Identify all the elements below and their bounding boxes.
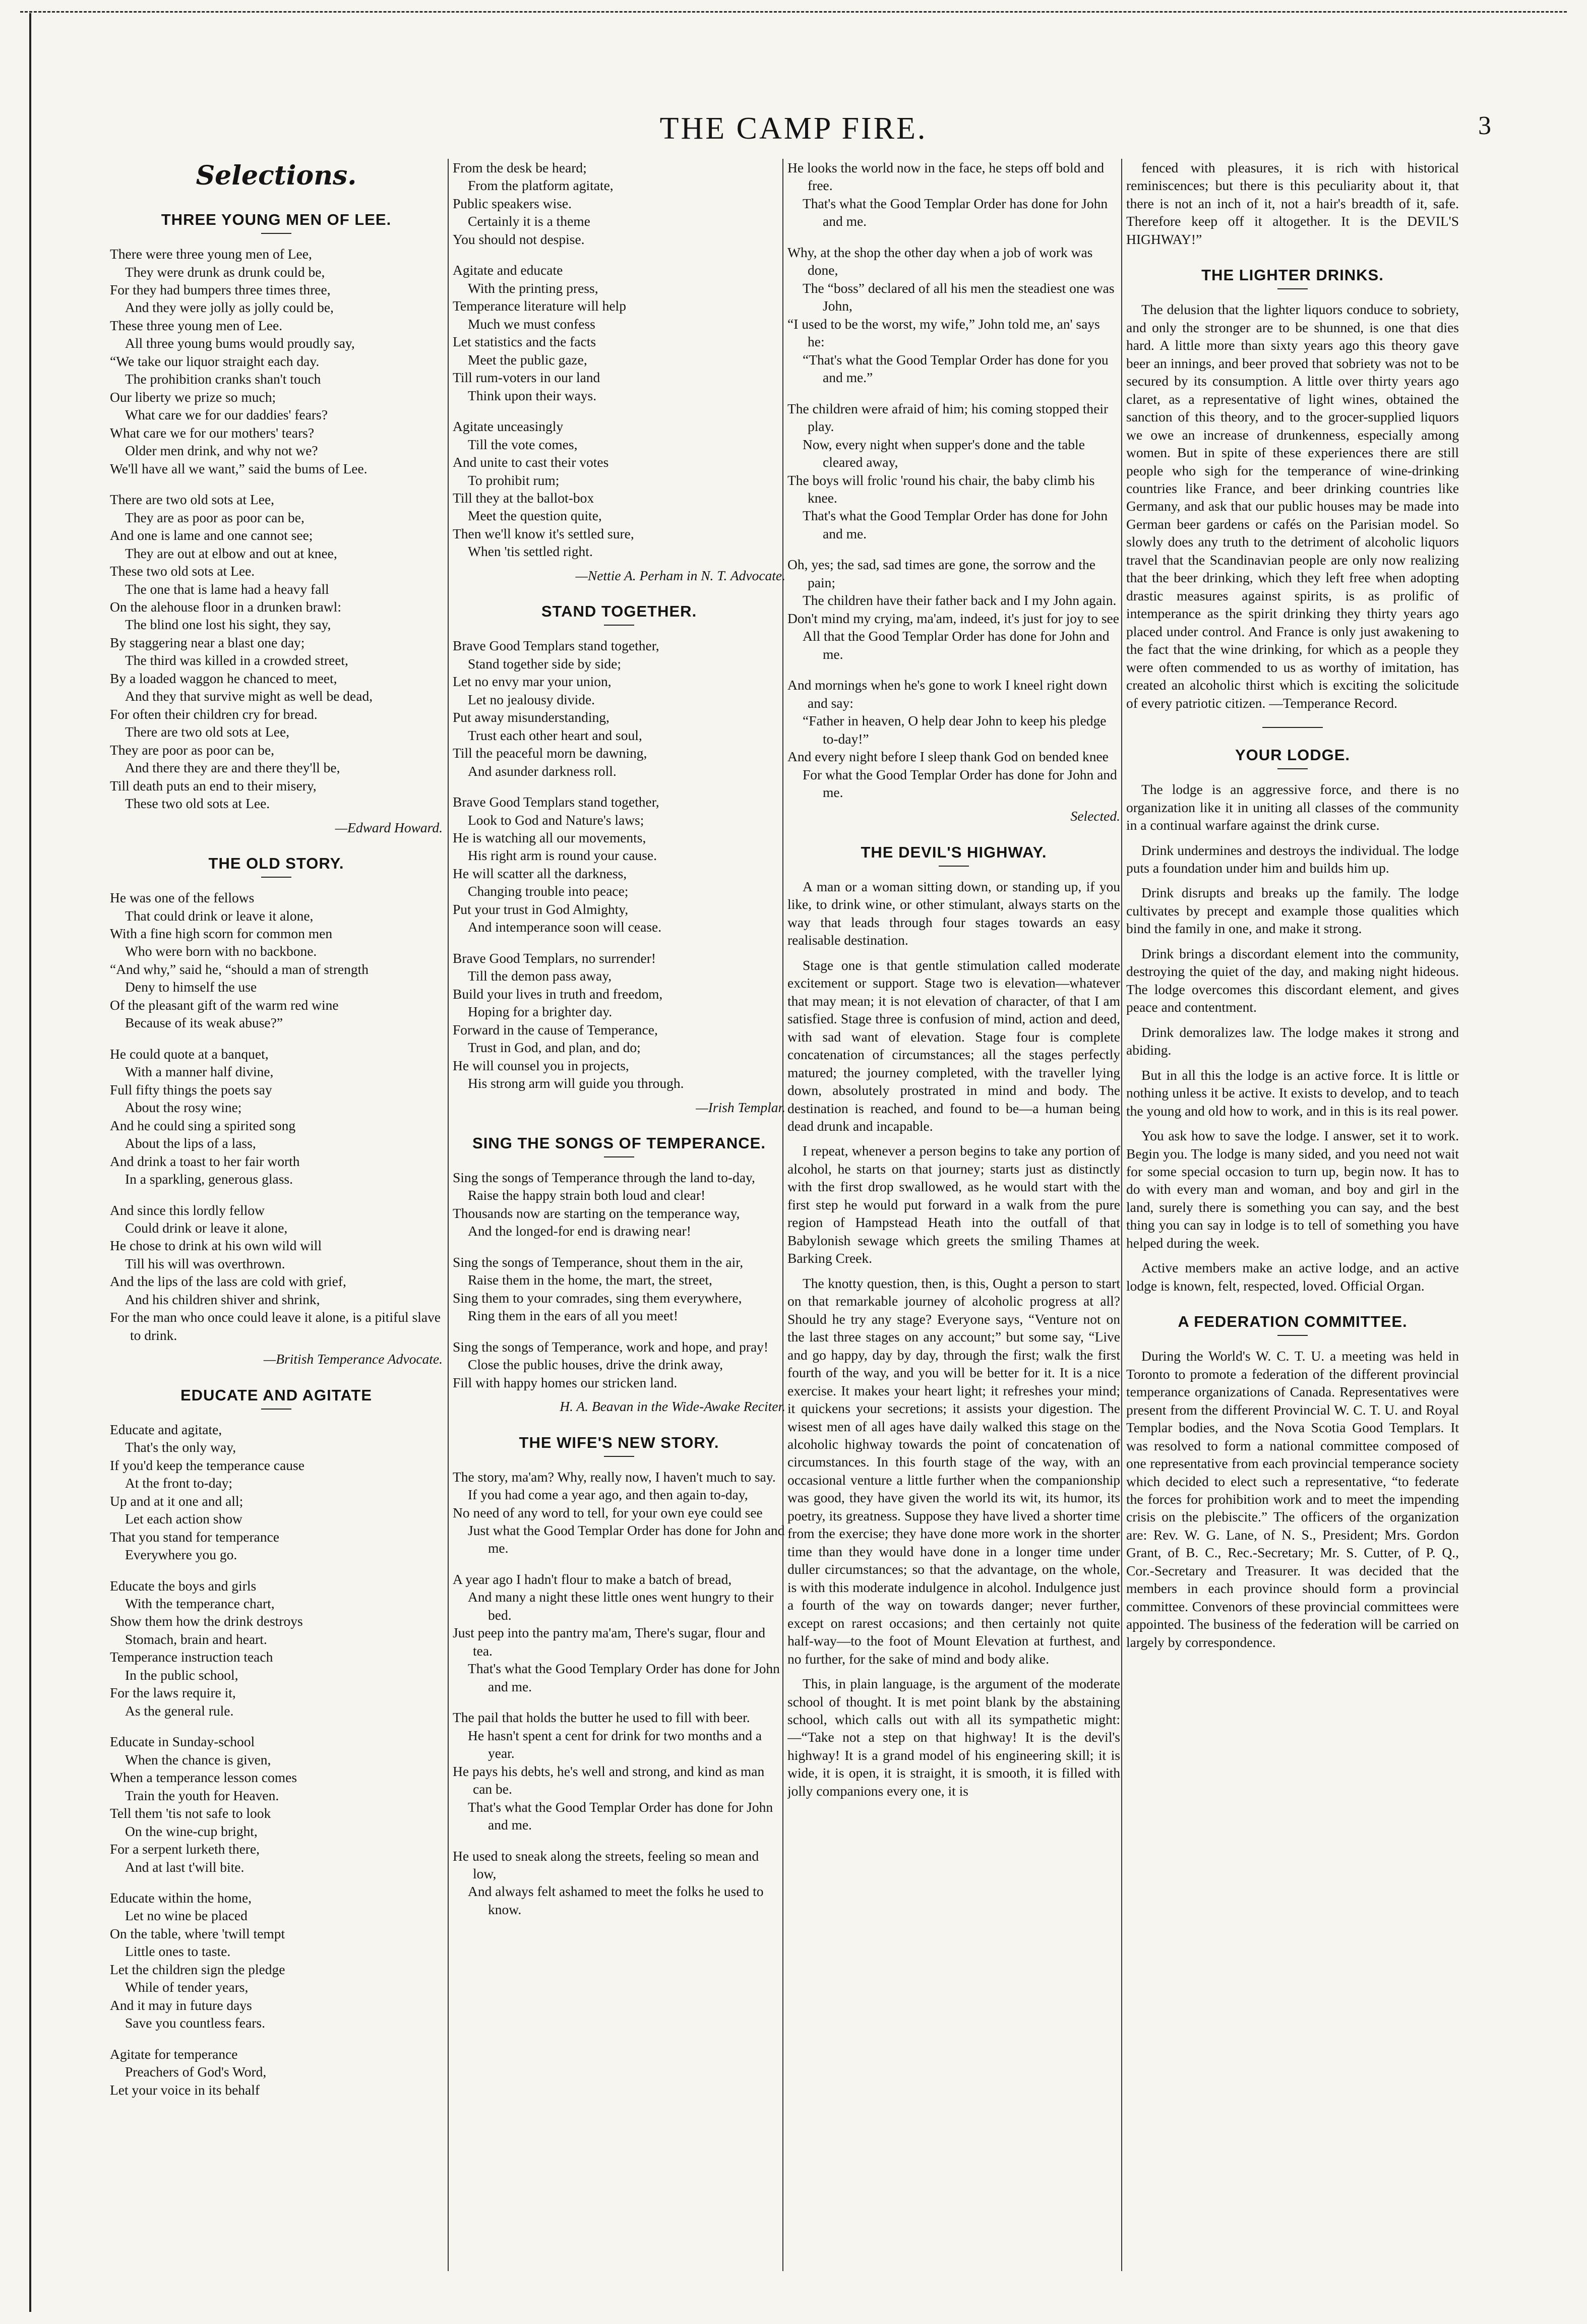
poem-line: That's what the Good Templary Order has done for John and me.	[468, 1661, 780, 1694]
poem-line: Up and at it one and all;	[110, 1493, 243, 1509]
poem-line: They are as poor as poor can be,	[125, 509, 304, 525]
poem-stanza	[453, 1468, 785, 1557]
poem-line: They are out at elbow and out at knee,	[125, 545, 337, 561]
poem-line: The prohibition cranks shan't touch	[125, 371, 321, 387]
poem-line: When a temperance lesson comes	[110, 1769, 297, 1786]
top-border-rule	[20, 11, 1567, 13]
poem-line: That could drink or leave it alone,	[125, 907, 314, 924]
poem-line: Now, every night when supper's done and the table cleared away,	[803, 436, 1085, 470]
poem-stanza	[453, 1708, 785, 1833]
poem-stanza	[453, 637, 785, 780]
poem-line: When the chance is given,	[125, 1751, 271, 1767]
poem-line: And the lips of the lass are cold with grief,	[110, 1273, 346, 1290]
poem-line: They are poor as poor can be,	[110, 742, 275, 758]
poem-line: The story, ma'am? Why, really now, I haven't much to say.	[453, 1469, 776, 1485]
poem-line: There are two old sots at Lee,	[110, 492, 275, 508]
poem-line: Little ones to taste.	[125, 1943, 231, 1960]
poem-line: And it may in future days	[110, 1997, 252, 2013]
heading-rule	[261, 877, 291, 878]
poem-line: In a sparkling, generous glass.	[125, 1171, 293, 1187]
poem-line: All three young bums would proudly say,	[125, 335, 355, 351]
poem-line: You should not despise.	[453, 231, 585, 247]
poem-line: About the rosy wine;	[125, 1099, 242, 1116]
poem-stanza	[110, 1577, 443, 1720]
poem-line: Don't mind my crying, ma'am, indeed, it's just for joy to see	[787, 610, 1119, 626]
section-title: Selections.	[196, 160, 357, 191]
poem-line: He was one of the fellows	[110, 890, 255, 906]
article-heading: THE OLD STORY.	[208, 854, 344, 873]
poem-line: Let no jealousy divide.	[468, 691, 595, 707]
article-heading: YOUR LODGE.	[1235, 746, 1350, 764]
article-paragraph: Drink demoralizes law. The lodge makes it strong and abiding.	[1126, 1024, 1459, 1058]
article-heading: THE LIGHTER DRINKS.	[1201, 266, 1384, 284]
article-paragraph: Drink undermines and destroys the individual. The lodge puts a foundation under him and builds him up.	[1126, 842, 1459, 876]
poem-stanza	[453, 1847, 785, 1919]
poem-line: Till his will was overthrown.	[125, 1255, 285, 1271]
poem-line: Meet the public gaze,	[468, 351, 587, 368]
heading-rule	[604, 1156, 634, 1157]
poem-line: Agitate for temperance	[110, 2046, 238, 2062]
attribution: —Edward Howard.	[335, 819, 443, 835]
poem-line: There were three young men of Lee,	[110, 246, 312, 262]
poem-line: Deny to himself the use	[125, 979, 257, 995]
article-paragraph: The knotty question, then, is this, Ought a person to start on that remarkable journey of alcoholic progress at all? Should he try any stage? Everyone says, “Venture not on the last three stages on any account;” but some say, “Live and go happy, day by day, through the first; walk the first fourth of the way, and you will be better for it. It is a nice exercise. It makes your heart light; it refreshes your mind; it quickens your secretions; it assists your digestion. The wisest men of all ages have daily walked this stage on the alcoholic highway towards the point of concatenation of circumstances. In this fourth stage of the way, with an occasional venture a little further when the companionship was good, they have given the world its wit, its humor, its poetry, its greatness. Suppose they have lived a shorter time from the exercise; they have done more work in the shorter time than they would have done in a longer time under duller circumstances; so that the advantage, on the whole, is with this moderate indulgence in alcohol. Indulgence just a fourth of the way on towards danger; never further, except on rarest occasions; and then certainly not quite half-way—to the foot of Mount Elevation at furthest, and no further, for the sake of mind and body alike.	[787, 1275, 1120, 1667]
poem-stanza	[453, 1570, 785, 1695]
poem-line: By staggering near a blast one day;	[110, 634, 305, 650]
poem-line: Why, at the shop the other day when a job of work was done,	[787, 244, 1093, 278]
poem-line: A year ago I hadn't flour to make a batch of bread,	[453, 1571, 732, 1587]
poem-line: Brave Good Templars stand together,	[453, 638, 659, 654]
poem-line: Thousands now are starting on the temperance way,	[453, 1205, 740, 1221]
poem-line: He looks the world now in the face, he steps off bold and free.	[787, 160, 1105, 194]
poem-line: And there they are and there they'll be,	[125, 760, 340, 776]
poem-line: Put away misunderstanding,	[453, 709, 609, 725]
poem-line: Let statistics and the facts	[453, 334, 596, 350]
poem-line: By a loaded waggon he chanced to meet,	[110, 670, 337, 686]
attribution: —Irish Templar.	[696, 1099, 785, 1115]
poem-stanza	[453, 1338, 785, 1391]
poem-line: Show them how the drink destroys	[110, 1613, 303, 1629]
poem-line: Build your lives in truth and freedom,	[453, 986, 663, 1002]
attribution: H. A. Beavan in the Wide-Awake Reciter.	[560, 1398, 785, 1415]
poem-stanza	[110, 2045, 443, 2099]
poem-line: Full fifty things the poets say	[110, 1081, 272, 1097]
poem-line: From the desk be heard;	[453, 160, 587, 175]
poem-line: Stomach, brain and heart.	[125, 1631, 267, 1647]
poem-line: Much we must confess	[468, 316, 595, 332]
poem-line: They were drunk as drunk could be,	[125, 264, 325, 280]
poem-line: “Father in heaven, O help dear John to keep his pledge to-day!”	[803, 713, 1107, 747]
heading-rule	[1277, 1335, 1308, 1336]
poem-line: “That's what the Good Templar Order has done for you and me.”	[803, 351, 1109, 386]
column-4	[1126, 159, 1459, 2301]
attribution: —British Temperance Advocate.	[263, 1351, 443, 1367]
poem-line: Brave Good Templars, no surrender!	[453, 950, 656, 966]
poem-line: These two old sots at Lee.	[110, 563, 255, 579]
poem-line: And they were jolly as jolly could be,	[125, 299, 334, 316]
poem-line: And the longed-for end is drawing near!	[468, 1223, 691, 1239]
poem-line: Till the peaceful morn be dawning,	[453, 745, 647, 761]
poem-line: Just peep into the pantry ma'am, There's sugar, flour and tea.	[453, 1625, 766, 1659]
poem-line: For often their children cry for bread.	[110, 706, 318, 722]
poem-line: And unite to cast their votes	[453, 454, 609, 470]
poem-line: Meet the question quite,	[468, 508, 602, 524]
poem-line: Raise them in the home, the mart, the street,	[468, 1272, 712, 1288]
column-2	[453, 159, 785, 2301]
poem-line: Let the children sign the pledge	[110, 1961, 285, 1977]
article-paragraph: A man or a woman sitting down, or standing up, if you like, to drink wine, or other stimulant, always starts on the way that leads through four stages towards an easy realisable destination.	[787, 878, 1120, 948]
poem-stanza	[110, 1733, 443, 1876]
article-paragraph: The delusion that the lighter liquors conduce to sobriety, and only the stronger are to be shunned, is one that dies hard. A little more than sixty years ago this theory gave beer an innings, and beer proved that sobriety was not to be secured by its consumption. A little over thirty years ago claret, as a representative of light wines, obtained the sanction of this theory, and to the grocer-supplied liquors we owe an increase of drunkenness, especially among women. But in spite of these experiences there are still people who sigh for the temperance of wine-drinking countries like France, and beer drinking countries like Germany, and ask that our public houses may be made into German beer gardens or cafés on the Parisian model. So slowly does any truth to the detriment of alcoholic liquors travel that the Scandinavian people are only now realizing that the beer drinking, which they left free when adopting drastic measures against spirits, is as prolific of intemperance as the spirit drinking they thirty years ago placed under control. And France is only just awakening to the fact that the wine drinking, for which as a people they were often commended to us as worthy of imitation, has created an alcoholic thirst which is exciting the solicitude of every patriotic citizen. —Temperance Record.	[1126, 301, 1459, 711]
poem-line: Till rum-voters in our land	[453, 370, 600, 386]
heading-rule	[604, 1456, 634, 1457]
poem-line: Who were born with no backbone.	[125, 943, 317, 959]
article-paragraph: I repeat, whenever a person begins to take any portion of alcohol, he starts on that journey; starts just as distinctly with the first drop swallowed, as he would start with the first step he would put forward in a walk from the pure region of Hampstead Heath into the outfall of that Babylonish sewage which greets the smiling Thames at Barking Creek.	[787, 1143, 1120, 1266]
poem-line: Stand together side by side;	[468, 655, 621, 671]
poem-stanza	[787, 556, 1120, 663]
poem-line: Sing the songs of Temperance through the land to-day,	[453, 1170, 755, 1185]
article-heading: THE DEVIL'S HIGHWAY.	[861, 843, 1047, 861]
poem-line: Let each action show	[125, 1511, 242, 1527]
poem-line: His right arm is round your cause.	[468, 847, 657, 864]
poem-line: For the laws require it,	[110, 1685, 236, 1701]
poem-line: The blind one lost his sight, they say,	[125, 617, 331, 633]
poem-stanza	[787, 243, 1120, 387]
poem-line: The one that is lame had a heavy fall	[125, 581, 329, 597]
poem-stanza	[787, 400, 1120, 543]
poem-stanza	[453, 1169, 785, 1240]
poem-line: He pays his debts, he's well and strong, and kind as man can be.	[453, 1763, 765, 1797]
poem-stanza	[453, 793, 785, 936]
poem-line: Let no wine be placed	[125, 1908, 248, 1924]
poem-line: Train the youth for Heaven.	[125, 1787, 279, 1803]
poem-line: The boys will frolic 'round his chair, the baby climb his knee.	[787, 472, 1095, 506]
poem-stanza	[110, 889, 443, 1032]
poem-line: On the wine-cup bright,	[125, 1823, 258, 1839]
poem-line: And every night before I sleep thank God on bended knee	[787, 749, 1109, 765]
poem-stanza	[787, 159, 1120, 230]
poem-line: Temperance instruction teach	[110, 1649, 273, 1665]
left-border-rule	[29, 13, 31, 2312]
poem-line: He will counsel you in projects,	[453, 1057, 629, 1073]
poem-line: He used to sneak along the streets, feeling so mean and low,	[453, 1848, 759, 1881]
poem-line: Let no envy mar your union,	[453, 674, 612, 690]
poem-line: He hasn't spent a cent for drink for two months and a year.	[468, 1727, 762, 1761]
poem-line: He is watching all our movements,	[453, 829, 646, 845]
poem-stanza	[110, 245, 443, 477]
poem-line: And intemperance soon will cease.	[468, 919, 662, 935]
poem-line: That you stand for temperance	[110, 1528, 279, 1545]
poem-line: And he could sing a spirited song	[110, 1117, 296, 1133]
article-paragraph: You ask how to save the lodge. I answer, set it to work. Begin you. The lodge is many sided, and you need not wait for some special occasion to turn up, begin now. It has to do with every man and woman, and boy and girl in the land, surely there is something you can say, and the best thing you can say in lodge is to tell of something you have helped during the week.	[1126, 1128, 1459, 1251]
poem-line: And his children shiver and shrink,	[125, 1291, 320, 1307]
poem-line: On the table, where 'twill tempt	[110, 1925, 285, 1941]
poem-line: With the printing press,	[468, 280, 598, 296]
poem-line: When 'tis settled right.	[468, 543, 593, 560]
heading-rule	[939, 866, 969, 867]
heading-rule	[261, 233, 291, 234]
poem-line: As the general rule.	[125, 1702, 234, 1719]
poem-line: On the alehouse floor in a drunken brawl:	[110, 598, 341, 615]
poem-line: If you had come a year ago, and then again to-day,	[468, 1487, 748, 1503]
article-heading: THREE YOUNG MEN OF LEE.	[161, 211, 392, 229]
poem-line: There are two old sots at Lee,	[125, 724, 290, 740]
poem-line: Let your voice in its behalf	[110, 2082, 260, 2098]
poem-line: His strong arm will guide you through.	[468, 1075, 684, 1091]
poem-line: Of the pleasant gift of the warm red wine	[110, 997, 339, 1013]
poem-line: Till death puts an end to their misery,	[110, 777, 317, 793]
poem-line: Tell them 'tis not safe to look	[110, 1805, 271, 1821]
poem-line: And they that survive might as well be dead,	[125, 688, 373, 704]
poem-line: Trust each other heart and soul,	[468, 727, 642, 743]
poem-line: That's what the Good Templar Order has done for John and me.	[803, 195, 1108, 229]
poem-line: Certainly it is a theme	[468, 213, 590, 229]
section-divider	[1262, 727, 1323, 728]
poem-line: Could drink or leave it alone,	[125, 1220, 288, 1236]
poem-line: And one is lame and one cannot see;	[110, 527, 313, 543]
poem-line: Sing the songs of Temperance, shout them in the air,	[453, 1254, 744, 1270]
poem-line: The children were afraid of him; his coming stopped their play.	[787, 400, 1109, 435]
article-paragraph: But in all this the lodge is an active force. It is little or nothing unless it be active. It exists to develop, and to teach the young and old how to work, and in this is its real power.	[1126, 1067, 1459, 1119]
poem-line: And drink a toast to her fair worth	[110, 1153, 300, 1169]
attribution: Selected.	[1070, 808, 1120, 824]
article-heading: THE WIFE'S NEW STORY.	[519, 1433, 719, 1451]
poem-stanza	[110, 1421, 443, 1564]
poem-line: Older men drink, and why not we?	[125, 443, 318, 459]
article-paragraph: This, in plain language, is the argument of the moderate school of thought. It is met point blank by the abstaining school, which calls out with all its sympathetic might:—“Take not a step on that highway! It is the devil's highway! It is a grand model of his engineering skill; it is wide, it is open, it is straight, it is smooth, it is filled with jolly companions every one, it is	[787, 1676, 1120, 1799]
poem-line: For a serpent lurketh there,	[110, 1841, 260, 1857]
poem-line: Educate in Sunday-school	[110, 1734, 255, 1750]
poem-line: Think upon their ways.	[468, 387, 597, 403]
article-heading: STAND TOGETHER.	[541, 602, 697, 621]
poem-line: Then we'll know it's settled sure,	[453, 525, 634, 541]
column-separator	[1121, 159, 1122, 2271]
poem-line: The children have their father back and I my John again.	[803, 592, 1117, 608]
poem-line: Educate the boys and girls	[110, 1577, 257, 1594]
poem-line: Our liberty we prize so much;	[110, 389, 276, 405]
heading-rule	[1277, 288, 1308, 289]
poem-line: Oh, yes; the sad, sad times are gone, the sorrow and the pain;	[787, 557, 1095, 590]
heading-rule	[604, 625, 634, 626]
poem-line: Agitate unceasingly	[453, 418, 564, 435]
poem-line: Everywhere you go.	[125, 1547, 237, 1563]
poem-line: Educate and agitate,	[110, 1421, 222, 1437]
article-paragraph: Drink disrupts and breaks up the family. The lodge cultivates by precept and example those qualities which bind the family in one, and make it strong.	[1126, 885, 1459, 937]
poem-line: “And why,” said he, “should a man of strength	[110, 961, 369, 977]
poem-line: For what the Good Templar Order has done for John and me.	[803, 766, 1117, 800]
poem-line: While of tender years,	[125, 1979, 249, 1995]
poem-line: And asunder darkness roll.	[468, 763, 617, 779]
article-heading: A FEDERATION COMMITTEE.	[1178, 1313, 1408, 1331]
article-paragraph: Active members make an active lodge, and an active lodge is known, felt, respected, loved. Official Organ.	[1126, 1260, 1459, 1294]
poem-line: That's what the Good Templar Order has done for John and me.	[803, 508, 1108, 541]
poem-line: With a manner half divine,	[125, 1064, 274, 1080]
column-separator	[448, 159, 449, 2271]
poem-stanza	[453, 1253, 785, 1325]
poem-line: Put your trust in God Almighty,	[453, 901, 629, 917]
poem-line: Hoping for a brighter day.	[468, 1004, 613, 1020]
poem-stanza	[453, 159, 785, 248]
poem-line: For the man who once could leave it alone, is a pitiful slave to drink.	[110, 1309, 441, 1343]
article-paragraph: Stage one is that gentle stimulation called moderate excitement or support. Stage two is elevation—whatever that may mean; it is not elevation of character, of that I am satisfied. Stage three is confusion of mind, action and deed, with sad want of elevation. Stage four is complete concatenation of circumstances; all the stages perfectly matured; the journey completed, with the traveller lying down, absolutely prostrated in mind and body. The destination is reached, and found to be—a human being dead drunk and incapable.	[787, 957, 1120, 1134]
poem-line: The third was killed in a crowded street,	[125, 652, 348, 668]
poem-line: Sing them to your comrades, sing them everywhere,	[453, 1290, 742, 1306]
article-paragraph: The lodge is an aggressive force, and there is no organization like it in uniting all classes of the community in a continual warfare against the drink curse.	[1126, 781, 1459, 833]
article-paragraph: fenced with pleasures, it is rich with historical reminiscences; but there is this peculiarity about it, that there is not an inch of it, not a hair's breadth of it, safe. Therefore keep off it altogether. It is the DEVIL'S HIGHWAY!”	[1126, 160, 1459, 247]
poem-line: And always felt ashamed to meet the folks he used to know.	[468, 1883, 764, 1917]
poem-line: Brave Good Templars stand together,	[453, 794, 659, 810]
article-heading: EDUCATE AND AGITATE	[180, 1386, 373, 1404]
poem-line: Ring them in the ears of all you meet!	[468, 1308, 678, 1324]
poem-line: If you'd keep the temperance cause	[110, 1457, 304, 1473]
poem-line: Because of its weak abuse?”	[125, 1015, 283, 1031]
poem-line: Changing trouble into peace;	[468, 883, 629, 899]
poem-line: Preachers of God's Word,	[125, 2064, 267, 2080]
poem-line: That's the only way,	[125, 1439, 236, 1455]
poem-line: He will scatter all the darkness,	[453, 865, 627, 881]
poem-line: Agitate and educate	[453, 262, 563, 278]
poem-line: Close the public houses, drive the drink away,	[468, 1357, 723, 1373]
attribution: —Nettie A. Perham in N. T. Advocate.	[575, 567, 785, 583]
poem-line: At the front to-day;	[125, 1475, 233, 1491]
poem-line: About the lips of a lass,	[125, 1135, 256, 1151]
poem-line: And since this lordly fellow	[110, 1202, 265, 1218]
poem-stanza	[110, 1201, 443, 1344]
poem-stanza	[453, 261, 785, 404]
poem-line: These three young men of Lee.	[110, 317, 283, 333]
poem-line: That's what the Good Templar Order has done for John and me.	[468, 1799, 773, 1833]
poem-line: Till they at the ballot-box	[453, 490, 594, 506]
poem-line: He chose to drink at his own wild will	[110, 1238, 322, 1254]
heading-rule	[261, 1409, 291, 1410]
poem-line: He could quote at a banquet,	[110, 1046, 269, 1062]
poem-line: With the temperance chart,	[125, 1595, 275, 1611]
poem-line: What care we for our mothers' tears?	[110, 424, 315, 441]
poem-line: The “boss” declared of all his men the steadiest one was John,	[803, 280, 1115, 314]
poem-stanza	[453, 949, 785, 1092]
poem-line: Fill with happy homes our stricken land.	[453, 1374, 678, 1390]
poem-line: What care we for our daddies' fears?	[125, 407, 328, 423]
poem-line: Forward in the cause of Temperance,	[453, 1021, 658, 1037]
poem-line: Raise the happy strain both loud and clear!	[468, 1187, 706, 1203]
poem-line: “I used to be the worst, my wife,” John told me, an' says he:	[787, 316, 1100, 350]
poem-line: “We take our liquor straight each day.	[110, 353, 320, 369]
poem-line: These two old sots at Lee.	[125, 796, 270, 812]
poem-stanza	[787, 676, 1120, 801]
poem-line: And many a night these little ones went hungry to their bed.	[468, 1589, 774, 1623]
poem-stanza	[110, 491, 443, 812]
column-1	[110, 159, 443, 2301]
poem-line: From the platform agitate,	[468, 177, 614, 194]
column-3	[787, 159, 1120, 2301]
poem-line: Trust in God, and plan, and do;	[468, 1039, 641, 1056]
poem-line: Save you countless fears.	[125, 2015, 265, 2031]
page-number: 3	[1478, 111, 1491, 140]
poem-line: Educate within the home,	[110, 1890, 252, 1906]
poem-line: Temperance literature will help	[453, 298, 626, 314]
poem-line: For they had bumpers three times three,	[110, 282, 331, 297]
poem-line: Public speakers wise.	[453, 195, 572, 211]
poem-line: We'll have all we want,” said the bums of Lee.	[110, 460, 368, 476]
poem-stanza	[110, 1045, 443, 1188]
poem-stanza	[110, 1889, 443, 2032]
masthead-title: THE CAMP FIRE.	[659, 111, 928, 146]
article-heading: SING THE SONGS OF TEMPERANCE.	[472, 1134, 766, 1152]
heading-rule	[1277, 768, 1308, 769]
poem-line: The pail that holds the butter he used to fill with beer.	[453, 1709, 750, 1726]
poem-line: Just what the Good Templar Order has done for John and me.	[468, 1522, 785, 1556]
poem-line: In the public school,	[125, 1667, 238, 1683]
poem-line: No need of any word to tell, for your own eye could see	[453, 1504, 763, 1520]
article-paragraph: During the World's W. C. T. U. a meeting was held in Toronto to promote a federation of the different provincial temperance organizations of Canada. Representatives were present from the different Provincial W. C. T. U. and Royal Templar bodies, and the Nova Scotia Good Templars. It was resolved to form a national committee composed of one representative from each provincial temperance society which decided to elect such a representative, “to federate the forces for prohibition work and to meet the impending crisis on the plebiscite.” The officers of the organization are: Rev. W. G. Lane, of N. S., President; Mrs. Gordon Grant, of B. C., Rec.-Secretary; Mr. S. Cutter, of P. Q., Cor.-Secretary and Treasurer. It was decided that the members in each province should form a provincial committee. Convenors of these provincial committees were appointed. The business of the federation will be carried on largely by correspondence.	[1126, 1348, 1459, 1650]
poem-line: All that the Good Templar Order has done for John and me.	[803, 628, 1110, 662]
poem-line: Till the vote comes,	[468, 436, 578, 452]
poem-line: And mornings when he's gone to work I kneel right down and say:	[787, 677, 1108, 711]
article-paragraph: Drink brings a discordant element into the community, destroying the quiet of the day, and making night hideous. The lodge overcomes this discordant element, and gives peace and contentment.	[1126, 945, 1459, 1015]
poem-line: With a fine high scorn for common men	[110, 925, 333, 941]
poem-line: And at last t'will bite.	[125, 1859, 245, 1875]
poem-line: Sing the songs of Temperance, work and hope, and pray!	[453, 1338, 769, 1355]
poem-line: To prohibit rum;	[468, 472, 560, 488]
poem-stanza	[453, 417, 785, 561]
poem-line: Till the demon pass away,	[468, 968, 612, 984]
poem-line: Look to God and Nature's laws;	[468, 812, 644, 828]
